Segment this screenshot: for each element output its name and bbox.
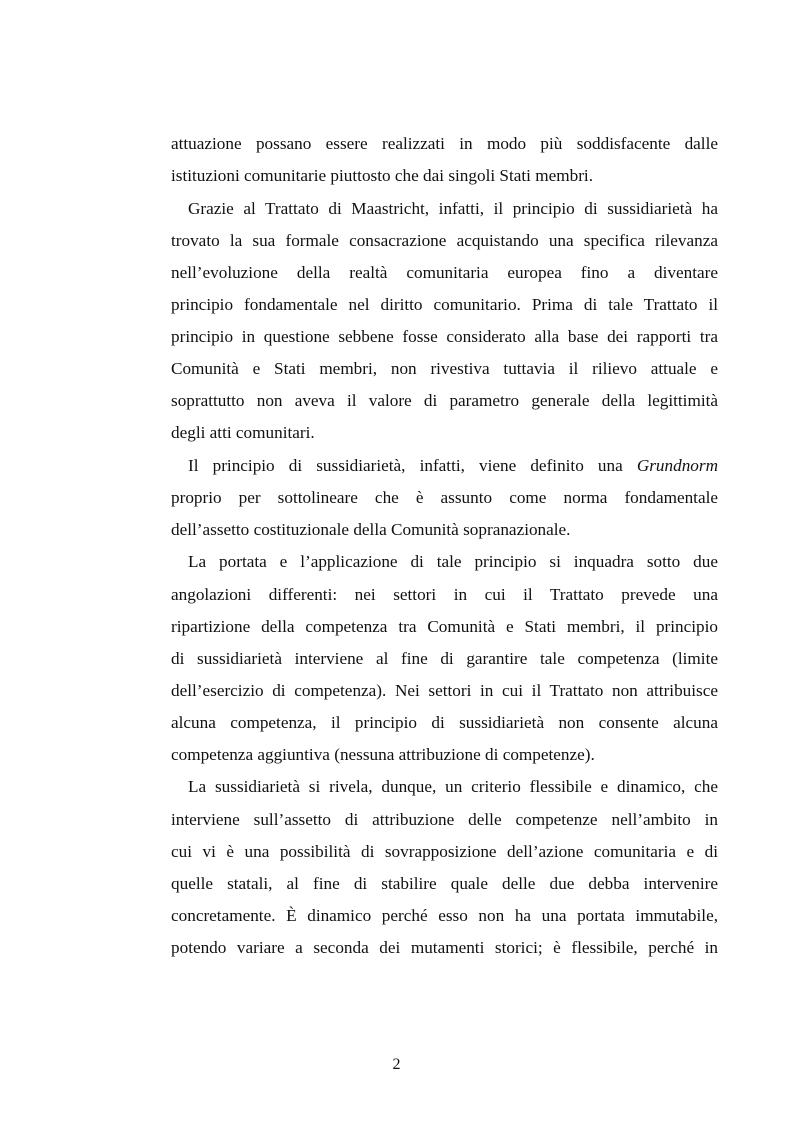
- text-line: cui vi è una possibilità di sovrapposizione dell’azione comunitaria e di: [171, 842, 718, 861]
- text-line: soprattutto non aveva il valore di parametro generale della legittimità: [171, 391, 718, 410]
- text-line: alcuna competenza, il principio di sussidiarietà non consente alcuna: [171, 713, 718, 732]
- text-line: quelle statali, al fine di stabilire quale delle due debba intervenire: [171, 874, 718, 893]
- text-line: dell’assetto costituzionale della Comunità sopranazionale.: [171, 520, 571, 539]
- text-line: Grazie al Trattato di Maastricht, infatti, il principio di sussidiarietà ha: [188, 199, 718, 218]
- text-line: La portata e l’applicazione di tale principio si inquadra sotto due: [188, 552, 718, 571]
- text-line: Comunità e Stati membri, non rivestiva tuttavia il rilievo attuale e: [171, 359, 718, 378]
- text-segment: Il principio di sussidiarietà, infatti, viene definito una: [188, 456, 623, 475]
- text-line: trovato la sua formale consacrazione acquistando una specifica rilevanza: [171, 231, 718, 250]
- text-line: La sussidiarietà si rivela, dunque, un criterio flessibile e dinamico, che: [188, 777, 718, 796]
- page-number: 2: [392, 1056, 401, 1073]
- text-line: [188, 455, 718, 477]
- text-line: dell’esercizio di competenza). Nei settori in cui il Trattato non attribuisce: [171, 681, 718, 700]
- text-line: angolazioni differenti: nei settori in cui il Trattato prevede una: [171, 585, 718, 604]
- text-line: interviene sull’assetto di attribuzione delle competenze nell’ambito in: [171, 810, 718, 829]
- text-line: principio fondamentale nel diritto comunitario. Prima di tale Trattato il: [171, 295, 718, 314]
- text-line: di sussidiarietà interviene al fine di garantire tale competenza (limite: [171, 649, 718, 668]
- text-line: degli atti comunitari.: [171, 423, 315, 442]
- text-line: nell’evoluzione della realtà comunitaria europea fino a diventare: [171, 263, 718, 282]
- text-line: principio in questione sebbene fosse considerato alla base dei rapporti tra: [171, 327, 718, 346]
- text-line: competenza aggiuntiva (nessuna attribuzione di competenze).: [171, 745, 595, 764]
- text-line: attuazione possano essere realizzati in modo più soddisfacente dalle: [171, 134, 718, 153]
- text-line: proprio per sottolineare che è assunto come norma fondamentale: [171, 488, 718, 507]
- text-line: istituzioni comunitarie piuttosto che dai singoli Stati membri.: [171, 166, 593, 185]
- text-line: ripartizione della competenza tra Comunità e Stati membri, il principio: [171, 617, 718, 636]
- italic-term: Grundnorm: [636, 456, 718, 475]
- text-line: concretamente. È dinamico perché esso non ha una portata immutabile,: [171, 906, 718, 925]
- text-line: potendo variare a seconda dei mutamenti storici; è flessibile, perché in: [171, 938, 718, 957]
